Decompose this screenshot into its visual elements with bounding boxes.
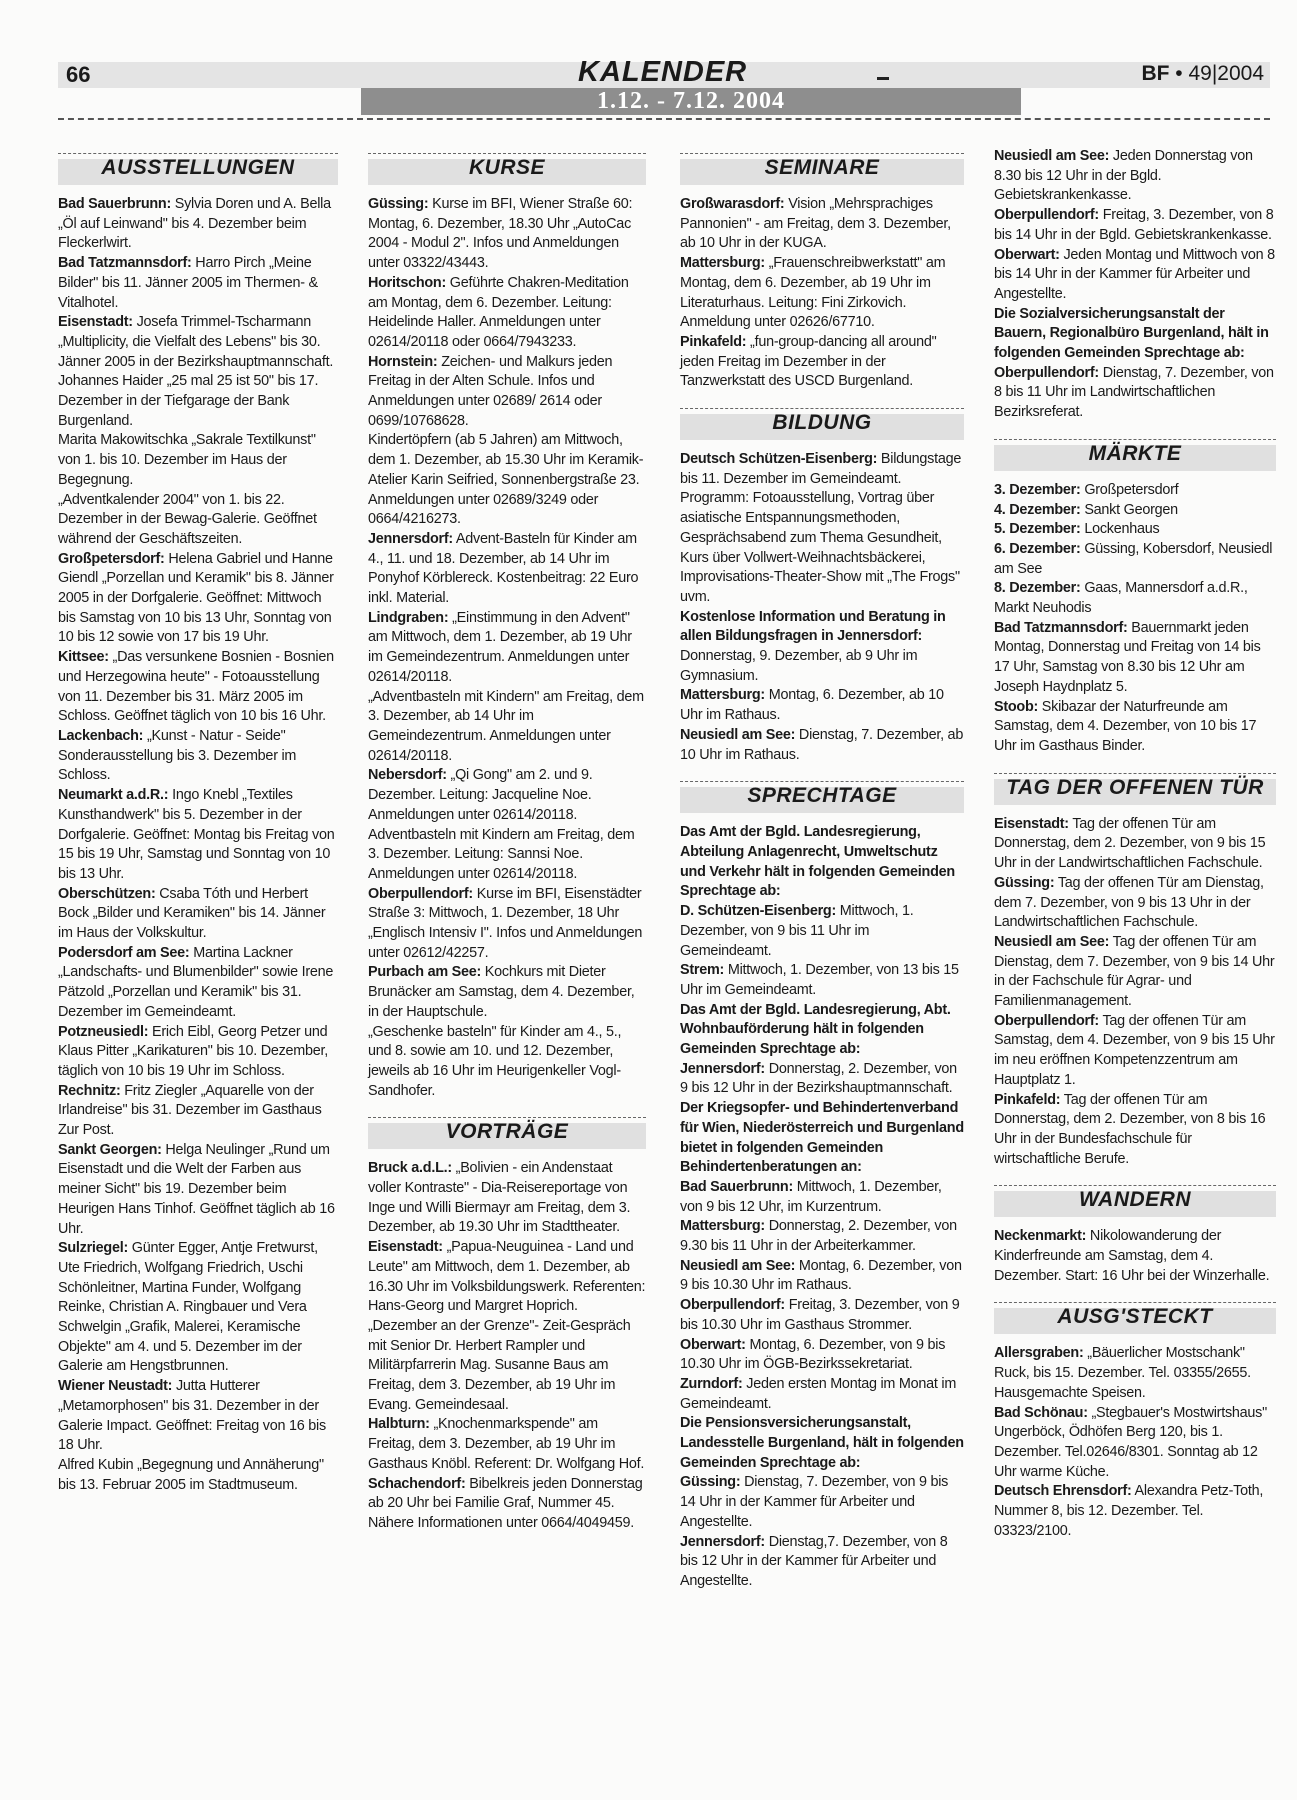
calendar-entry (58, 1082, 338, 1141)
entry-text: Kochkurs mit Dieter Brunäcker am Samstag, dem 4. Dezember, in der Hauptschule. (368, 964, 635, 1020)
entry-place: Güssing: (680, 1474, 741, 1491)
issue-label: BF • 49|2004 (1141, 62, 1264, 85)
title-dash (877, 77, 889, 80)
entry-text: „Bäuerlicher Mostschank" Ruck, bis 15. Dezember. Tel. 03355/2655. Hausgemachte Speisen. (994, 1345, 1251, 1401)
entry-text: Dienstag,7. Dezember, von 8 bis 12 Uhr in der Kammer für Arbeiter und Angestellte. (680, 1533, 948, 1589)
entry-text: „fun-group-dancing all around" jeden Freitag im Dezember in der Tanzwerkstatt des USCD Burgenland. (680, 333, 937, 390)
entry-place: Neusiedl am See: (994, 148, 1110, 164)
spacer (994, 757, 1276, 767)
entry-text: Skibazar der Naturfreunde am Samstag, dem 4. Dezember, von 10 bis 17 Uhr im Gasthaus Binder. (994, 698, 1257, 754)
calendar-entry (680, 902, 964, 961)
entry-place: Das Amt der Bgld. Landesregierung, Abt. Wohnbauförderung hält in folgenden Gemeinden Sprechtage ab: (680, 1001, 951, 1058)
entry-place: Mattersburg: (680, 687, 765, 704)
entry-text: Montag, 6. Dezember, von 9 bis 10.30 Uhr im Rathaus. (680, 1257, 962, 1294)
section-heading-title: AUSSTELLUNGEN (101, 156, 295, 179)
calendar-entry (368, 885, 646, 964)
calendar-entry (994, 698, 1276, 757)
entry-text: Josefa Trimmel-Tscharmann „Multiplicity, die Vielfalt des Lebens" bis 30. Jänner 2005 in der Bezirkshauptmannschaft. (58, 314, 334, 370)
calendar-entry (368, 1415, 646, 1474)
entry-place: Deutsch Ehrensdorf: (994, 1483, 1132, 1500)
entry-place: Neusiedl am See: (680, 726, 796, 743)
heading-dash-line (680, 153, 964, 154)
entry-place: Mattersburg: (680, 1218, 765, 1235)
entry-text: Mittwoch, 1. Dezember, von 9 bis 12 Uhr, im Kurzentrum. (680, 1178, 942, 1215)
calendar-entry (680, 450, 964, 608)
entry-text: Freitag, 3. Dezember, von 8 bis 14 Uhr in der Bgld. Gebietskrankenkasse. (994, 207, 1274, 243)
calendar-entry (994, 579, 1276, 618)
section-heading (994, 769, 1276, 809)
entry-place: Deutsch Schützen-Eisenberg: (680, 451, 878, 468)
entry-text: Jutta Hutterer „Metamorphosen" bis 31. Dezember in der Galerie Impact. Geöffnet: Freitag von 16 bis 18 Uhr. (58, 1378, 326, 1454)
entry-text: „Das versunkene Bosnien - Bosnien und Herzegowina heute" - Fotoausstellung von 11. Dezember bis 31. März 2005 im Schloss. Geöffnet täglich von 10 bis 16 Uhr. (58, 649, 334, 725)
calendar-entry (680, 1414, 964, 1473)
section-heading-title: WANDERN (1079, 1188, 1191, 1212)
heading-dash-line (680, 408, 964, 409)
calendar-entry (680, 1001, 964, 1060)
entry-place: Neumarkt a.d.R.: (58, 787, 169, 804)
calendar-entry (58, 885, 338, 944)
entry-text: „Stegbauer's Mostwirtshaus" Ungerböck, Ödhöfen Berg 120, bis 1. Dezember. Tel.02646/8301. Sonntag ab 12 Uhr warme Küche. (994, 1404, 1267, 1480)
entry-text: Mittwoch, 1. Dezember, von 9 bis 11 Uhr im Gemeindeamt. (680, 903, 914, 959)
entry-text: Güssing, Kobersdorf, Neusiedl am See (994, 540, 1273, 577)
entry-text: Gaas, Mannersdorf a.d.R., Markt Neuhodis (994, 580, 1248, 617)
heading-dash-line (58, 153, 338, 154)
calendar-entry (994, 1227, 1276, 1286)
calendar-entry (368, 1238, 646, 1317)
calendar-entry (680, 1178, 964, 1217)
entry-text: Johannes Haider „25 mal 25 ist 50" bis 17. Dezember in der Tiefgarage der Bank Burgenland. (58, 373, 319, 429)
calendar-entry (368, 963, 646, 1022)
entry-place: Das Amt der Bgld. Landesregierung, Abteilung Anlagenrecht, Umweltschutz und Verkehr hält in folgenden Gemeinden Sprechtage ab: (680, 824, 955, 900)
entry-place: Nebersdorf: (368, 767, 447, 784)
entry-place: Jennersdorf: (680, 1533, 765, 1550)
entry-place: Horitschon: (368, 274, 446, 291)
entry-text: Alexandra Petz-Toth, Nummer 8, bis 12. Dezember. Tel. 03323/2100. (994, 1483, 1264, 1539)
entry-place: 6. Dezember: (994, 540, 1081, 557)
calendar-entry (680, 1060, 964, 1099)
entry-place: Eisenstadt: (58, 314, 133, 331)
entry-text: Jeden Donnerstag von 8.30 bis 12 Uhr in der Bgld. Gebietskrankenkasse. (994, 148, 1253, 204)
heading-dash-line (368, 1117, 646, 1118)
entry-text: Tag der offenen Tür am Dienstag, dem 7. Dezember, von 9 bis 14 Uhr in der Fachschule für Agrar- und Familienmanagement. (994, 933, 1275, 1010)
entry-text: Sankt Georgen (1080, 501, 1178, 518)
calendar-entry (368, 431, 646, 530)
entry-text: Helena Gabriel und Hanne Giendl „Porzellan und Keramik" bis 8. Jänner 2005 in der Dorfgalerie. Geöffnet: Mittwoch bis Samstag von 10 bis 13 Uhr, Sonntag von 10 bis 12 sowie von 17 bis 19 Uhr. (58, 550, 334, 646)
entry-place: Schachendorf: (368, 1475, 466, 1492)
entry-text: Bibelkreis jeden Donnerstag ab 20 Uhr bei Familie Graf, Nummer 45. Nähere Informationen unter 0664/4049459. (368, 1475, 643, 1531)
entry-place: Kittsee: (58, 649, 109, 666)
entry-text: Günter Egger, Antje Fretwurst, Ute Friedrich, Wolfgang Friedrich, Uschi Schönleitner, Martina Funder, Wolfgang Reinke, Christian A. Ringbauer und Vera Schwelgin „Grafik, Malerei, Keramische Objekte" am 4. und 5. Dezember im der Galerie am Hengstbrunnen. (58, 1240, 318, 1375)
entry-place: Bad Tatzmannsdorf: (58, 255, 192, 272)
calendar-entry (680, 1257, 964, 1296)
calendar-entry (368, 1475, 646, 1534)
calendar-entry (680, 1375, 964, 1414)
entry-place: Lackenbach: (58, 727, 144, 744)
calendar-entry (994, 540, 1276, 579)
calendar-entry (368, 1317, 646, 1416)
section-heading (368, 1113, 646, 1153)
entry-text: Helga Neulinger „Rund um Eisenstadt und die Welt der Farben aus meiner Sicht" bis 19. Dezember beim Heurigen Hans Tinhof. Geöffnet täglich ab 16 Uhr. (58, 1141, 335, 1237)
entry-text: Donnerstag, 9. Dezember, ab 9 Uhr im Gymnasium. (680, 648, 918, 684)
section-heading (994, 1298, 1276, 1338)
calendar-entry (58, 313, 338, 372)
entry-place: Strem: (680, 962, 725, 979)
calendar-entry (680, 1296, 964, 1335)
entry-text: „Kunst - Natur - Seide" Sonderausstellung bis 3. Dezember im Schloss. (58, 727, 297, 784)
entry-place: Lindgraben: (368, 609, 449, 626)
calendar-entry (58, 372, 338, 431)
entry-text: „Geschenke basteln" für Kinder am 4., 5., und 8. sowie am 10. und 12. Dezember, jeweils ab 16 Uhr im Heurigenkeller Vogl-Sandhofer. (368, 1023, 622, 1099)
entry-text: „Frauenschreibwerkstatt" am Montag, dem 6. Dezember, ab 19 Uhr im Literaturhaus. Leitung: Fini Zirkovich. Anmeldung unter 02626/67710. (680, 255, 946, 331)
calendar-entry (58, 786, 338, 885)
entry-place: Hornstein: (368, 353, 438, 370)
entry-text: „Papua-Neuguinea - Land und Leute" am Mittwoch, dem 1. Dezember, ab 16.30 Uhr im Volksbildungswerk. Referenten: Hans-Georg und Margret Hoprich. (368, 1239, 646, 1315)
entry-text: Lockenhaus (1080, 521, 1160, 538)
entry-place: Oberpullendorf: (994, 207, 1099, 224)
entry-text: Kurse im BFI, Eisenstädter Straße 3: Mittwoch, 1. Dezember, 18 Uhr „Englisch Intensiv I". Infos und Anmeldungen unter 02612/42257. (368, 885, 643, 961)
entry-text: Alfred Kubin „Begegnung und Annäherung" bis 13. Februar 2005 im Stadtmuseum. (58, 1457, 324, 1493)
entry-text: Mittwoch, 1. Dezember, von 13 bis 15 Uhr im Gemeindeamt. (680, 962, 959, 998)
section-heading-title: KURSE (468, 156, 545, 179)
calendar-entry (994, 206, 1276, 245)
entry-place: Eisenstadt: (994, 815, 1069, 832)
entry-place: Allersgraben: (994, 1345, 1084, 1362)
column-3 (680, 147, 964, 1592)
calendar-entry (368, 274, 646, 353)
entry-place: D. Schützen-Eisenberg: (680, 903, 837, 920)
entry-place: Neusiedl am See: (994, 933, 1110, 950)
calendar-entry (58, 254, 338, 313)
entry-text: Tag der offenen Tür am Donnerstag, dem 2. Dezember, von 9 bis 15 Uhr in der Landwirtschaftlichen Fachschule. (994, 815, 1266, 872)
entry-place: 8. Dezember: (994, 580, 1081, 597)
calendar-entry (994, 1344, 1276, 1403)
entry-text: Erich Eibl, Georg Petzer und Klaus Pitter „Karikaturen" bis 10. Dezember, täglich von 10 bis 19 Uhr im Schloss. (58, 1023, 329, 1079)
calendar-entry (994, 246, 1276, 305)
issue-number: 49|2004 (1188, 62, 1264, 85)
entry-place: Wiener Neustadt: (58, 1378, 173, 1395)
column-4 (994, 147, 1276, 1541)
calendar-entry (58, 1456, 338, 1495)
entry-place: Oberpullendorf: (368, 885, 473, 902)
calendar-entry (994, 481, 1276, 501)
section-heading (680, 149, 964, 189)
calendar-entry (368, 826, 646, 885)
section-heading (368, 149, 646, 189)
calendar-entry (680, 195, 964, 254)
section-heading (994, 435, 1276, 475)
section-heading (994, 1181, 1276, 1221)
calendar-entry (58, 1023, 338, 1082)
entry-text: Advent-Basteln für Kinder am 4., 11. und 18. Dezember, ab 14 Uhr im Ponyhof Körblereck. Kostenbeitrag: 22 Euro inkl. Material. (368, 530, 639, 607)
entry-place: Purbach am See: (368, 964, 482, 981)
entry-text: Fritz Ziegler „Aquarelle von der Irlandreise" bis 31. Dezember im Gasthaus Zur Post. (58, 1082, 322, 1139)
section-heading-title: BILDUNG (772, 411, 872, 435)
entry-place: Sulzriegel: (58, 1240, 129, 1257)
calendar-entry (368, 766, 646, 825)
entry-text: Bauernmarkt jeden Montag, Donnerstag und Freitag von 14 bis 17 Uhr, Samstag von 8.30 bis 12 Uhr am Joseph Haydnplatz 5. (994, 619, 1261, 695)
entry-place: Oberpullendorf: (994, 1012, 1099, 1029)
calendar-entry (994, 147, 1276, 206)
section-heading-title: AUSG'STECKT (1057, 1305, 1213, 1329)
entry-place: Großpetersdorf: (58, 550, 165, 567)
section-heading-title: SEMINARE (764, 156, 880, 179)
column-2 (368, 147, 646, 1534)
calendar-entry (680, 1217, 964, 1256)
section-heading-title: SPRECHTAGE (747, 784, 897, 808)
calendar-entry (58, 491, 338, 550)
brand: BF (1141, 62, 1170, 85)
calendar-entry (58, 1141, 338, 1240)
spacer (680, 392, 964, 402)
entry-place: Rechnitz: (58, 1082, 121, 1099)
spacer (994, 1169, 1276, 1179)
entry-place: Halbturn: (368, 1416, 430, 1433)
heading-dash-line (994, 1185, 1276, 1186)
spacer (680, 765, 964, 775)
calendar-entry (58, 944, 338, 1023)
entry-text: Tag der offenen Tür am Dienstag, dem 7. Dezember, von 9 bis 13 Uhr in der Landwirtschaftlichen Fachschule. (994, 874, 1264, 931)
entry-place: Pinkafeld: (994, 1091, 1061, 1108)
entry-place: 4. Dezember: (994, 501, 1081, 518)
calendar-entry (680, 333, 964, 392)
entry-text: Geführte Chakren-Meditation am Montag, dem 6. Dezember. Leitung: Heidelinde Haller. Anmeldungen unter 02614/20118 oder 0664/7943233. (368, 274, 629, 350)
calendar-entry (680, 608, 964, 687)
entry-place: Bruck a.d.L.: (368, 1160, 452, 1177)
calendar-entry (994, 933, 1276, 1012)
heading-dash-line (994, 773, 1276, 774)
calendar-entry (368, 530, 646, 609)
entry-place: Oberschützen: (58, 885, 156, 902)
entry-text: „Adventbasteln mit Kindern" am Freitag, dem 3. Dezember, ab 14 Uhr im Gemeindezentrum. Anmeldungen unter 02614/20118. (368, 688, 644, 764)
entry-text: „Einstimmung in den Advent" am Mittwoch, dem 1. Dezember, ab 19 Uhr im Gemeindezentrum. Anmeldungen unter 02614/20118. (368, 609, 632, 685)
section-heading (680, 404, 964, 444)
entry-place: Die Pensionsversicherungsanstalt, Landesstelle Burgenland, hält in folgenden Gemeinden Sprechtage ab: (680, 1415, 964, 1471)
entry-text: „Dezember an der Grenze"- Zeit-Gespräch mit Senior Dr. Herbert Rampler und Militärpfarrerin Mag. Susanne Baus am Freitag, dem 3. Dezember, ab 19 Uhr im Evang. Gemeindesaal. (368, 1317, 631, 1413)
entry-text: Montag, 6. Dezember, von 9 bis 10.30 Uhr im ÖGB-Bezirkssekretariat. (680, 1336, 946, 1373)
calendar-entry (368, 1159, 646, 1238)
entry-text: Csaba Tóth und Herbert Bock „Bilder und Keramiken" bis 14. Jänner im Haus der Volkskultur. (58, 885, 326, 942)
calendar-entry (680, 254, 964, 333)
entry-place: Oberpullendorf: (994, 364, 1099, 381)
date-range: 1.12. - 7.12. 2004 (361, 88, 1021, 115)
calendar-entry (368, 688, 646, 767)
entry-place: Neckenmarkt: (994, 1228, 1087, 1245)
entry-place: Pinkafeld: (680, 333, 747, 350)
column-1 (58, 147, 338, 1495)
section-heading (680, 777, 964, 817)
calendar-entry (994, 520, 1276, 540)
heading-dash-line (368, 153, 646, 154)
calendar-entry (368, 353, 646, 432)
section-heading-title: MÄRKTE (1088, 441, 1182, 465)
entry-place: Bad Sauerbrunn: (58, 196, 171, 212)
entry-text: Kurse im BFI, Wiener Straße 60: Montag, 6. Dezember, 18.30 Uhr „AutoCac 2004 - Modul 2". Infos und Anmeldungen unter 03322/43443. (368, 196, 633, 272)
entry-text: Harro Pirch „Meine Bilder" bis 11. Jänner 2005 im Thermen- & Vitalhotel. (58, 255, 318, 311)
entry-text: Marita Makowitschka „Sakrale Textilkunst" von 1. bis 10. Dezember im Haus der Begegnung. (58, 432, 316, 488)
calendar-entry (994, 874, 1276, 933)
entry-place: Oberpullendorf: (680, 1297, 785, 1314)
entry-place: Sankt Georgen: (58, 1141, 162, 1158)
section-heading-title: TAG DER OFFENEN TÜR (1006, 775, 1264, 799)
spacer (994, 423, 1276, 433)
entry-place: Güssing: (994, 874, 1055, 891)
section-heading (58, 149, 338, 189)
entry-text: Donnerstag, 2. Dezember, von 9 bis 12 Uhr in der Bezirkshauptmannschaft. (680, 1060, 957, 1097)
section-heading-title: VORTRÄGE (445, 1120, 569, 1144)
spacer (368, 1101, 646, 1111)
entry-text: Donnerstag, 2. Dezember, von 9.30 bis 11 Uhr in der Arbeiterkammer. (680, 1218, 957, 1255)
entry-text: Dienstag, 7. Dezember, von 8 bis 11 Uhr im Landwirtschaftlichen Bezirksreferat. (994, 364, 1274, 421)
calendar-entry (994, 1404, 1276, 1483)
entry-place: Mattersburg: (680, 255, 765, 272)
entry-place: Großwarasdorf: (680, 196, 785, 212)
calendar-entry (680, 686, 964, 725)
calendar-entry (994, 501, 1276, 521)
calendar-entry (994, 1012, 1276, 1091)
entry-place: Bad Schönau: (994, 1404, 1088, 1421)
calendar-entry (368, 195, 646, 274)
entry-text: Sylvia Doren und A. Bella „Öl auf Leinwand" bis 4. Dezember beim Fleckerlwirt. (58, 196, 331, 252)
heading-dash-line (994, 439, 1276, 440)
calendar-entry (58, 1377, 338, 1456)
entry-text: Ingo Knebl „Textiles Kunsthandwerk" bis 5. Dezember in der Dorfgalerie. Geöffnet: Montag bis Freitag von 15 bis 19 Uhr, Samstag und Sonntag von 10 bis 13 Uhr. (58, 787, 335, 882)
page-header (58, 56, 1270, 120)
calendar-entry (58, 727, 338, 786)
calendar-entry (680, 1336, 964, 1375)
entry-place: Güssing: (368, 196, 429, 212)
entry-place: Bad Tatzmannsdorf: (994, 619, 1128, 636)
calendar-entry (680, 823, 964, 902)
entry-place: Potzneusiedl: (58, 1023, 149, 1040)
entry-place: Oberwart: (680, 1336, 746, 1353)
calendar-entry (994, 619, 1276, 698)
entry-place: 5. Dezember: (994, 521, 1081, 538)
entry-text: Jeden Montag und Mittwoch von 8 bis 14 Uhr in der Kammer für Arbeiter und Angestellte. (994, 246, 1275, 302)
entry-place: Die Sozialversicherungsanstalt der Bauern, Regionalbüro Burgenland, hält in folgenden Gemeinden Sprechtage ab: (994, 305, 1269, 362)
entry-place: Oberwart: (994, 246, 1060, 263)
entry-text: Dienstag, 7. Dezember, ab 10 Uhr im Rathaus. (680, 726, 964, 763)
calendar-entry (58, 195, 338, 254)
calendar-entry (58, 1239, 338, 1377)
entry-text: Dienstag, 7. Dezember, von 9 bis 14 Uhr in der Kammer für Arbeiter und Angestellte. (680, 1474, 949, 1530)
calendar-entry (368, 609, 646, 688)
entry-text: Bildungstage bis 11. Dezember im Gemeindeamt. Programm: Fotoausstellung, Vortrag über asiatische Entspannungsmethoden, Gesprächsabend zum Thema Gesundheit, Kurs über Vollwert-Weihnachtsbäckerei, Improvisations-Theater-Show mit „The Frogs" uvm. (680, 451, 962, 605)
entry-place: Zurndorf: (680, 1375, 743, 1392)
entry-place: Podersdorf am See: (58, 944, 190, 961)
entry-text: „Qi Gong" am 2. und 9. Dezember. Leitung: Jacqueline Noe. Anmeldungen unter 02614/20118. (368, 767, 593, 823)
entry-text: Freitag, 3. Dezember, von 9 bis 10.30 Uhr im Gasthaus Strommer. (680, 1297, 960, 1333)
calendar-entry (58, 550, 338, 649)
entry-text: Zeichen- und Malkurs jeden Freitag in der Alten Schule. Infos und Anmeldungen unter 02689/ 2614 oder 0699/10768628. (368, 353, 613, 429)
entry-place: Jennersdorf: (368, 530, 453, 547)
entry-text: Tag der offenen Tür am Samstag, dem 4. Dezember, von 9 bis 15 Uhr im neu eröffnen Kompetenzzentrum am Hauptplatz 1. (994, 1012, 1275, 1088)
calendar-entry (994, 305, 1276, 364)
entry-text: „Bolivien - ein Andenstaat voller Kontraste" - Dia-Reisereportage von Inge und Willi Biermayr am Freitag, dem 3. Dezember, ab 19.30 Uhr im Stadttheater. (368, 1160, 631, 1236)
entry-text: „Knochenmarkspende" am Freitag, dem 3. Dezember, ab 19 Uhr im Gasthaus Knöbl. Referent: Dr. Wolfgang Hof. (368, 1416, 645, 1472)
heading-dash-line (994, 1302, 1276, 1303)
entry-text: Tag der offenen Tür am Donnerstag, dem 2. Dezember, von 8 bis 16 Uhr in der Bundesfachschule für wirtschaftliche Berufe. (994, 1091, 1266, 1167)
entry-text: Montag, 6. Dezember, ab 10 Uhr im Rathaus. (680, 687, 944, 724)
entry-text: Jeden ersten Montag im Monat im Gemeindeamt. (680, 1375, 957, 1412)
entry-text: Vision „Mehrsprachiges Pannonien" - am Freitag, dem 3. Dezember, ab 10 Uhr in der KUGA. (680, 196, 951, 252)
entry-text: Großpetersdorf (1080, 481, 1179, 498)
calendar-entry (680, 1473, 964, 1532)
entry-place: Jennersdorf: (680, 1060, 765, 1077)
calendar-entry (58, 431, 338, 490)
entry-place: Neusiedl am See: (680, 1257, 796, 1274)
entry-place: Der Kriegsopfer- und Behindertenverband für Wien, Niederösterreich und Burgenland bietet in folgenden Gemeinden Behindertenberatungen an: (680, 1100, 964, 1176)
section-title: KALENDER (578, 56, 748, 88)
calendar-entry (994, 1091, 1276, 1170)
entry-text: Kindertöpfern (ab 5 Jahren) am Mittwoch, dem 1. Dezember, ab 15.30 Uhr im Keramik-Atelier Karin Seifried, Sonnenbergstraße 23. Anmeldungen unter 02689/3249 oder 0664/4216273. (368, 432, 644, 528)
calendar-entry (368, 1023, 646, 1102)
entry-text: Martina Lackner „Landschafts- und Blumenbilder" sowie Irene Pätzold „Porzellan und Keramik" bis 31. Dezember im Gemeindeamt. (58, 944, 334, 1020)
calendar-entry (680, 1533, 964, 1592)
entry-place: Kostenlose Information und Beratung in allen Bildungsfragen in Jennersdorf: (680, 608, 946, 645)
calendar-entry (994, 815, 1276, 874)
calendar-entry (994, 364, 1276, 423)
heading-dash-line (680, 781, 964, 782)
entry-text: „Adventkalender 2004" von 1. bis 22. Dezember in der Bewag-Galerie. Geöffnet während der Geschäftszeiten. (58, 491, 317, 547)
entry-place: Eisenstadt: (368, 1239, 443, 1256)
calendar-entry (680, 726, 964, 765)
page-number: 66 (66, 62, 91, 87)
calendar-entry (680, 961, 964, 1000)
calendar-entry (994, 1482, 1276, 1541)
entry-place: Bad Sauerbrunn: (680, 1178, 793, 1195)
header-divider (58, 118, 1270, 120)
entry-place: Stoob: (994, 698, 1039, 715)
spacer (994, 1286, 1276, 1296)
entry-place: 3. Dezember: (994, 481, 1081, 498)
entry-text: Adventbasteln mit Kindern am Freitag, dem 3. Dezember. Leitung: Sannsi Noe. Anmeldungen unter 02614/20118. (368, 826, 635, 882)
calendar-entry (58, 648, 338, 727)
entry-text: Nikolowanderung der Kinderfreunde am Samstag, dem 4. Dezember. Start: 16 Uhr bei der Winzerhalle. (994, 1228, 1270, 1284)
calendar-entry (680, 1099, 964, 1178)
